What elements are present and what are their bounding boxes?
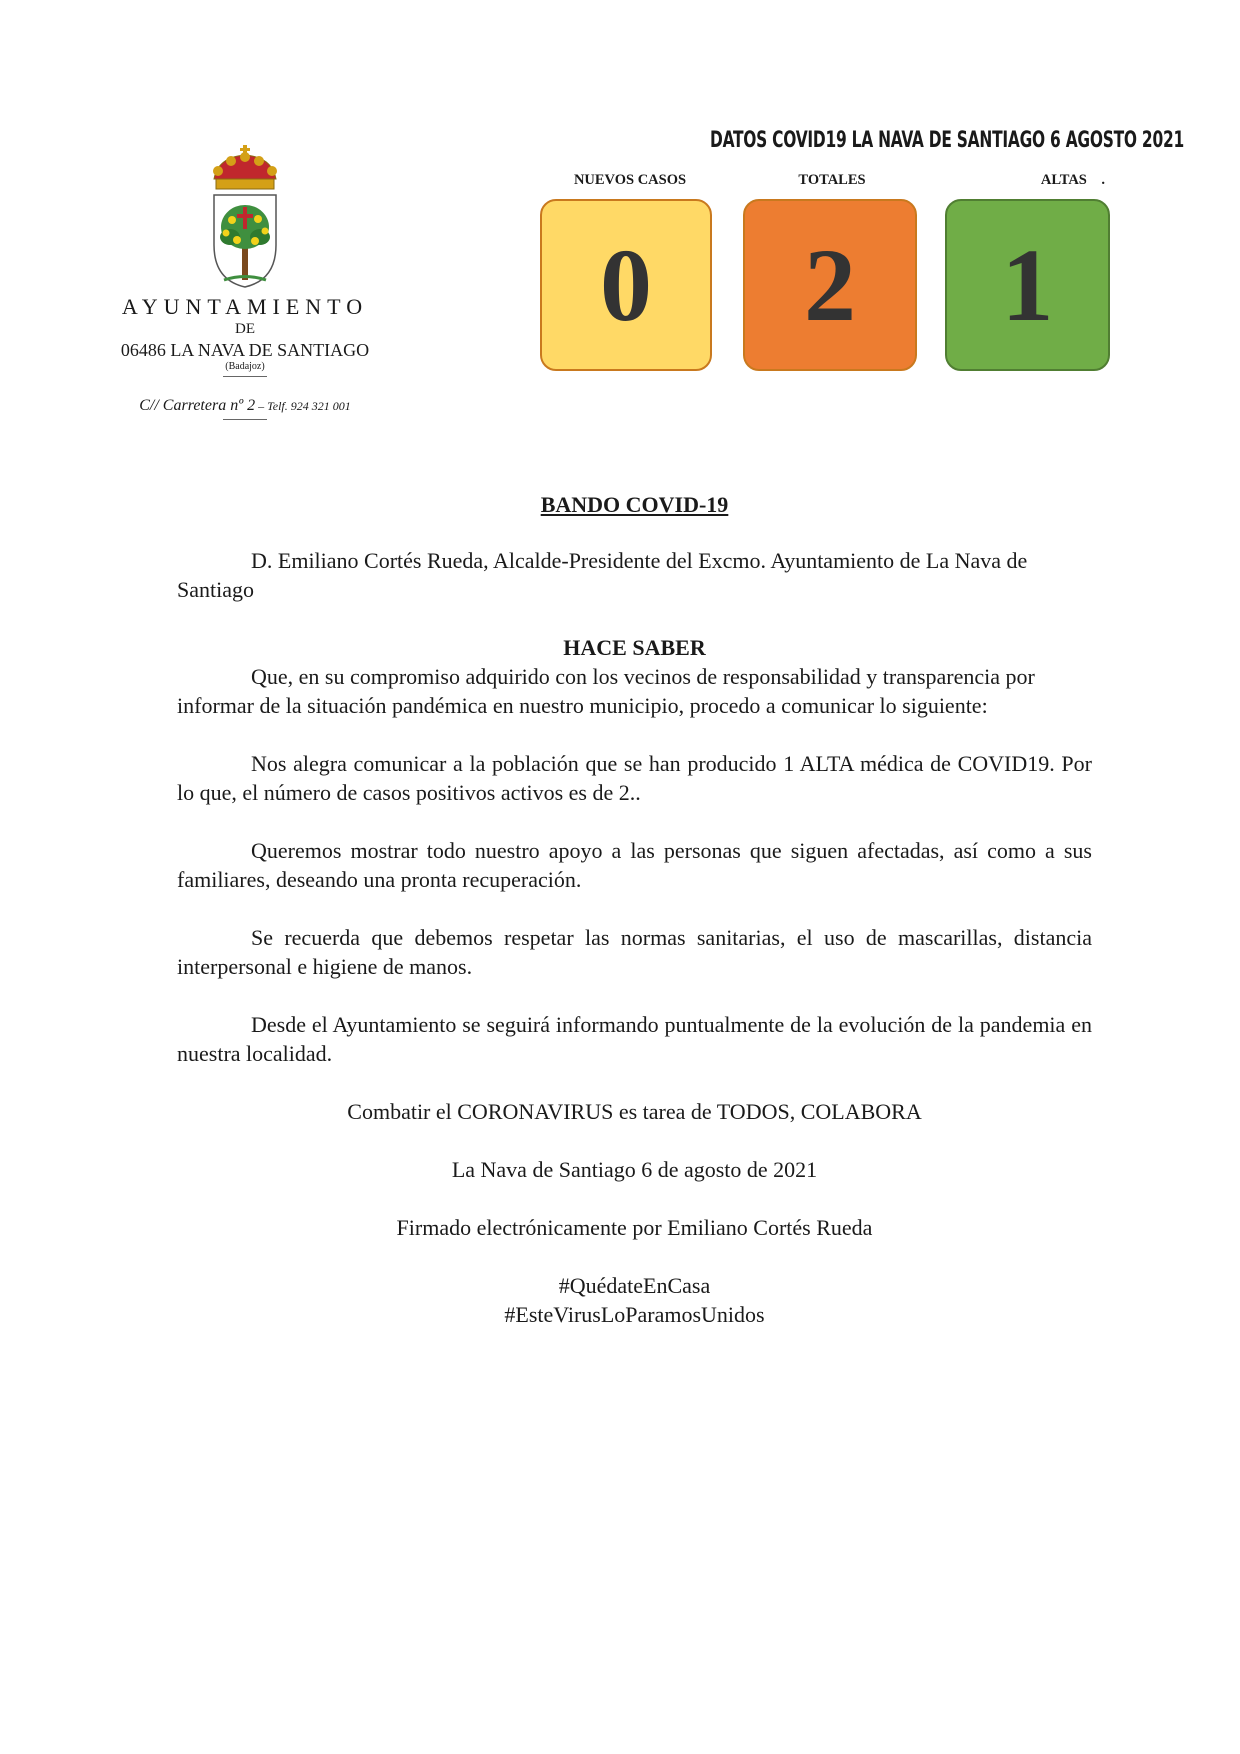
document-title: BANDO COVID-19	[540, 492, 729, 517]
document-body	[177, 490, 1092, 1329]
signature: Firmado electrónicamente por Emiliano Cortés Rueda	[396, 1215, 873, 1240]
stat-value-altas: 1	[1001, 227, 1054, 343]
hashtag-este-virus: #EsteVirusLoParamosUnidos	[504, 1302, 765, 1327]
stat-value-nuevos-casos: 0	[600, 227, 652, 343]
paragraph-4: Se recuerda que debemos respetar las normas sanitarias, el uso de mascarillas, distancia interpersonal e higiene de manos.	[177, 925, 1092, 979]
paragraph-2: Nos alegra comunicar a la población que se han producido 1 ALTA médica de COVID19. Por lo que, el número de casos positivos activos es de 2..	[177, 751, 1092, 805]
hace-saber-heading: HACE SABER	[563, 635, 706, 660]
address-main: C// Carretera nº 2	[139, 397, 256, 414]
slogan: Combatir el CORONAVIRUS es tarea de TODOS, COLABORA	[347, 1099, 922, 1124]
stat-label-totales: TOTALES	[798, 172, 866, 188]
stat-box-totales	[743, 199, 917, 371]
address-telephone: – Telf. 924 321 001	[255, 399, 351, 413]
place-date: La Nava de Santiago 6 de agosto de 2021	[451, 1157, 818, 1182]
stat-value-totales: 2	[804, 227, 856, 343]
intro-paragraph: D. Emiliano Cortés Rueda, Alcalde-Presidente del Excmo. Ayuntamiento de La Nava de Santiago	[177, 548, 1028, 602]
letterhead	[95, 145, 395, 420]
ayuntamiento-name: AYUNTAMIENTO	[121, 294, 369, 319]
ayuntamiento-province: (Badajoz)	[225, 361, 265, 372]
divider	[223, 419, 267, 420]
address	[95, 397, 395, 415]
hashtag-quedate-en-casa: #QuédateEnCasa	[558, 1273, 711, 1298]
paragraph-5: Desde el Ayuntamiento se seguirá informando puntualmente de la evolución de la pandemia en nuestra localidad.	[177, 1012, 1092, 1066]
divider	[223, 376, 267, 377]
stat-box-altas	[945, 199, 1110, 371]
stat-label-nuevos-casos: NUEVOS CASOS	[573, 172, 687, 188]
covid-data-banner: DATOS COVID19 LA NAVA DE SANTIAGO 6 AGOSTO 2021	[710, 128, 1184, 153]
coat-of-arms-icon	[204, 145, 286, 290]
ayuntamiento-de: DE	[235, 321, 255, 337]
paragraph-3: Queremos mostrar todo nuestro apoyo a las personas que siguen afectadas, así como a sus familiares, deseando una pronta recuperación.	[177, 838, 1092, 892]
paragraph-1: Que, en su compromiso adquirido con los vecinos de responsabilidad y transparencia por informar de la situación pandémica en nuestro municipio, procedo a comunicar lo siguiente:	[177, 664, 1035, 718]
stat-label-altas: ALTAS .	[1040, 172, 1105, 188]
stat-box-nuevos-casos	[540, 199, 712, 371]
ayuntamiento-town: 06486 LA NAVA DE SANTIAGO	[120, 340, 370, 360]
